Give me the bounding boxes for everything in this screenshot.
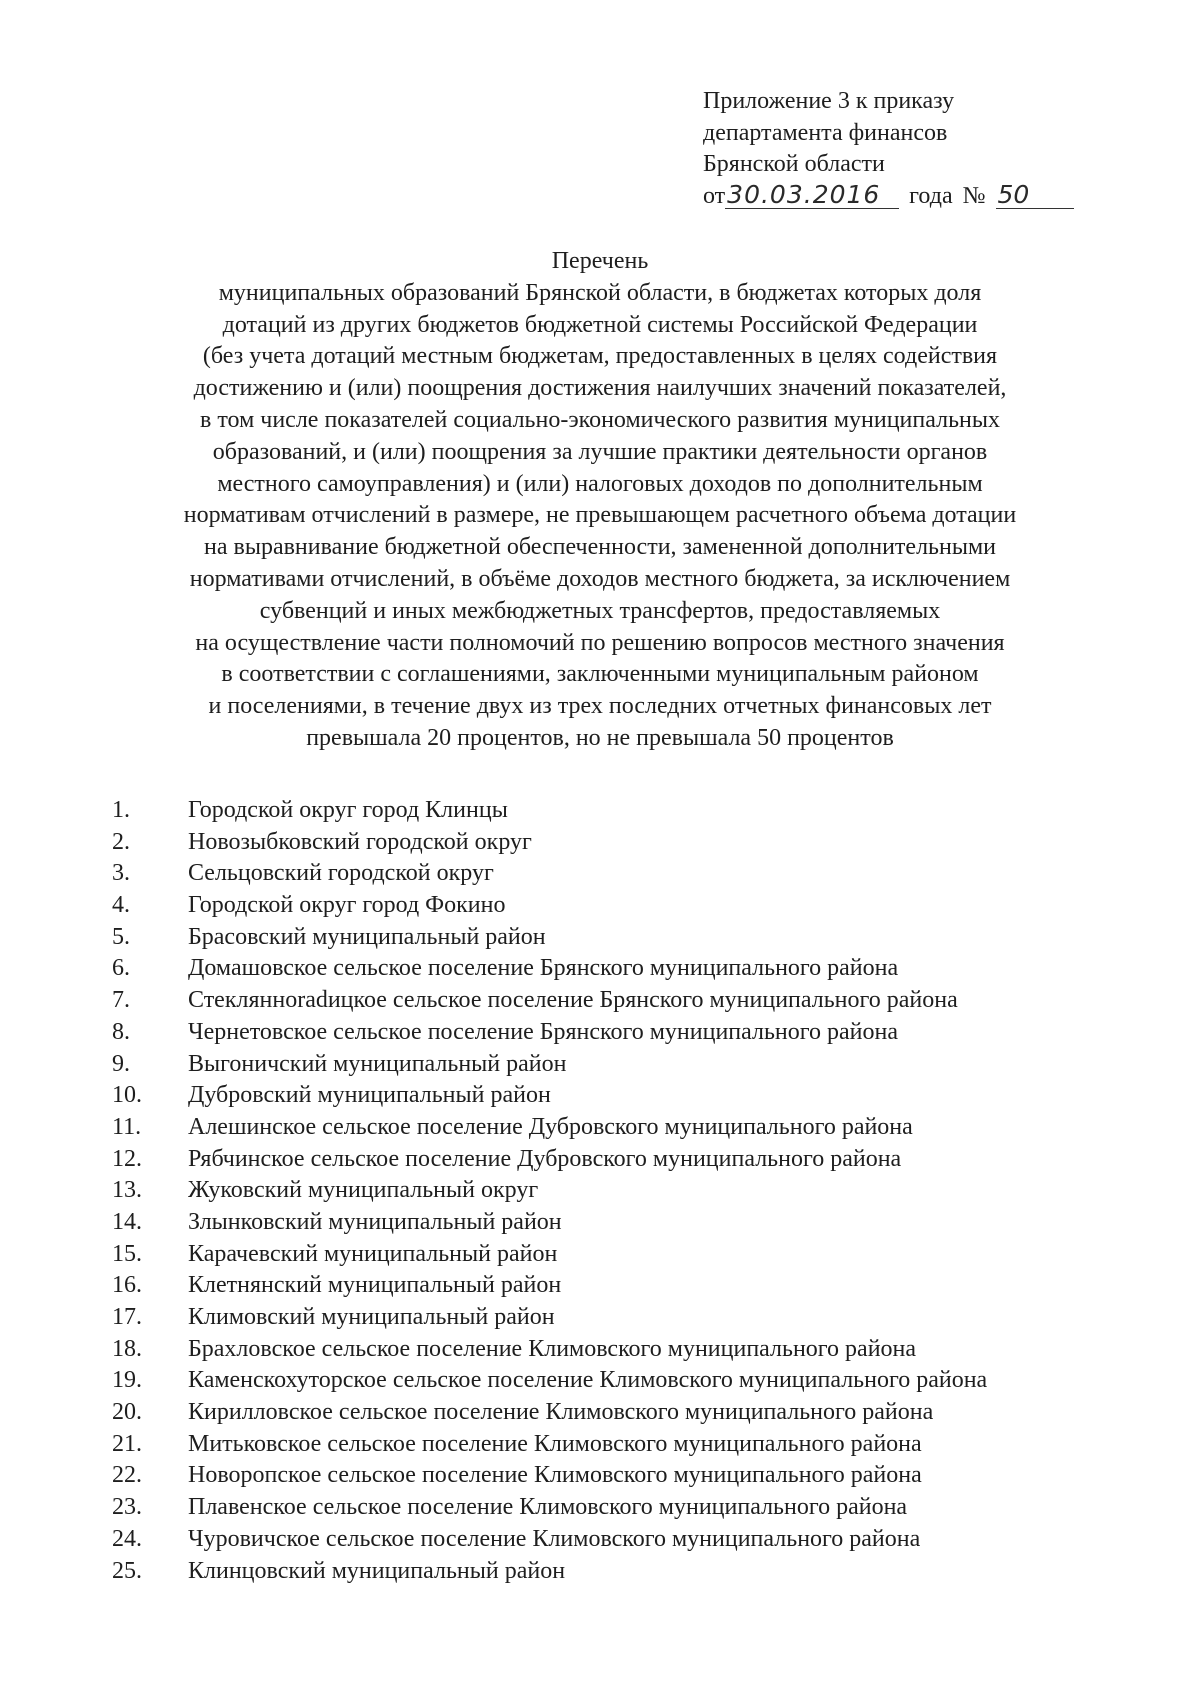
list-item-number: 16.	[112, 1272, 142, 1299]
title-line: превышала 20 процентов, но не превышала 50 процентов	[306, 724, 894, 751]
list-item-number: 2.	[112, 828, 130, 855]
list-item-number: 25.	[112, 1557, 142, 1584]
list-item-number: 11.	[112, 1113, 142, 1140]
list-item-text: Карачевский муниципальный район	[188, 1240, 558, 1267]
list-item	[112, 1177, 1172, 1209]
title-line: на осуществление части полномочий по решению вопросов местного значения	[195, 629, 1005, 656]
appendix-line-1: Приложение 3 к приказу	[703, 88, 955, 114]
list-item-text: Каменскохуторское сельское поселение Климовского муниципального района	[188, 1367, 988, 1394]
year-word: года	[909, 182, 953, 209]
title-line: муниципальных образований Брянской области, в бюджетах которых доля	[218, 279, 982, 306]
list-item	[112, 860, 1172, 892]
list-item	[112, 797, 1172, 829]
list-item-number: 17.	[112, 1304, 142, 1330]
list-item-text: Чуровичское сельское поселение Климовского муниципального района	[188, 1525, 921, 1552]
list-item-text: Кирилловское сельское поселение Климовского муниципального района	[188, 1399, 934, 1426]
title-line: образований, и (или) поощрения за лучшие практики деятельности органов	[212, 438, 988, 465]
list-item-number: 8.	[112, 1018, 130, 1045]
list-item	[112, 987, 1172, 1019]
title-line: нормативам отчислений в размере, не превышающем расчетного объема дотации	[183, 502, 1017, 529]
list-item-text: Выгоничский муниципальный район	[188, 1050, 567, 1077]
title-line: достижению и (или) поощрения достижения наилучших значений показателей,	[193, 375, 1007, 402]
title-line: и поселениями, в течение двух из трех последних отчетных финансовых лет	[208, 693, 992, 720]
title-line: субвенций и иных межбюджетных трансфертов, предоставляемых	[259, 597, 941, 624]
list-item-text: Сельцовский городской округ	[188, 860, 494, 887]
list-item	[112, 1051, 1172, 1083]
list-item	[112, 892, 1172, 924]
list-item-text: Домашовское сельское поселение Брянского муниципального района	[188, 955, 899, 982]
list-item-number: 4.	[112, 892, 130, 919]
list-item	[112, 1336, 1172, 1368]
document-title	[40, 246, 1160, 755]
list-item-text: Клетнянский муниципальный район	[188, 1272, 562, 1299]
number-label: №	[962, 182, 986, 209]
list-item-number: 13.	[112, 1177, 142, 1204]
list-item-text: Митьковское сельское поселение Климовского муниципального района	[188, 1430, 922, 1457]
list-item	[112, 1241, 1172, 1273]
list-item-number: 18.	[112, 1335, 142, 1362]
list-item-text: Брасовский муниципальный район	[188, 923, 546, 950]
title-line: дотаций из других бюджетов бюджетной системы Российской Федерации	[222, 311, 978, 338]
appendix-line-2: департамента финансов	[703, 119, 948, 146]
list-item-number: 9.	[112, 1050, 130, 1077]
list-item-text: Городской округ город Фокино	[188, 892, 506, 919]
list-item-text: Чернетовское сельское поселение Брянского муниципального района	[188, 1018, 898, 1045]
list-item	[112, 1399, 1172, 1431]
list-item-number: 14.	[112, 1208, 142, 1235]
municipality-list	[112, 797, 1172, 1589]
list-item-text: Новозыбковский городской округ	[188, 828, 532, 855]
list-item-text: Жуковский муниципальный округ	[188, 1177, 539, 1204]
list-item-number: 24.	[112, 1525, 142, 1552]
list-item	[112, 955, 1172, 987]
date-prefix: от	[703, 182, 726, 209]
list-item-text: Плавенское сельское поселение Климовского муниципального района	[188, 1494, 908, 1521]
appendix-header	[703, 86, 1074, 212]
list-item-text: Злынковский муниципальный район	[188, 1208, 562, 1235]
list-item-number: 3.	[112, 860, 130, 887]
title-line: местного самоуправления) и (или) налоговых доходов по дополнительным	[217, 470, 983, 497]
list-item	[112, 1526, 1172, 1558]
title-line: в том числе показателей социально-экономического развития муниципальных	[200, 406, 1000, 433]
list-item-text: Дубровский муниципальный район	[188, 1082, 551, 1109]
list-item-text: Брахловское сельское поселение Климовского муниципального района	[188, 1335, 917, 1362]
list-item-number: 5.	[112, 923, 130, 950]
list-item	[112, 1431, 1172, 1463]
handwritten-order-number: 50	[996, 182, 1074, 209]
title-heading: Перечень	[551, 248, 649, 274]
list-item-text: Алешинское сельское поселение Дубровского муниципального района	[188, 1113, 913, 1140]
list-item-number: 23.	[112, 1494, 142, 1521]
order-date-line	[703, 181, 1074, 213]
list-item	[112, 1272, 1172, 1304]
list-item-text: Климовский муниципальный район	[188, 1304, 555, 1330]
list-item-number: 21.	[112, 1430, 142, 1457]
list-item-number: 7.	[112, 987, 130, 1014]
title-line: на выравнивание бюджетной обеспеченности, замененной дополнительными	[203, 534, 996, 561]
list-item-number: 15.	[112, 1240, 142, 1267]
handwritten-date: 30.03.2016	[725, 182, 899, 209]
list-item	[112, 1082, 1172, 1114]
appendix-line-3: Брянской области	[703, 151, 885, 177]
title-line: (без учета дотаций местным бюджетам, предоставленных в целях содействия	[202, 343, 998, 370]
list-item-number: 1.	[112, 797, 130, 823]
title-line: в соответствии с соглашениями, заключенными муниципальным районом	[221, 661, 979, 688]
title-line: нормативами отчислений, в объёме доходов местного бюджета, за исключением	[189, 565, 1011, 592]
list-item	[112, 1558, 1172, 1590]
list-item-number: 20.	[112, 1399, 142, 1426]
list-item	[112, 924, 1172, 956]
list-item-number: 22.	[112, 1462, 142, 1489]
list-item-text: Клинцовский муниципальный район	[188, 1557, 566, 1584]
list-item-text: Новоропское сельское поселение Климовского муниципального района	[188, 1462, 922, 1489]
list-item	[112, 1494, 1172, 1526]
list-item-number: 10.	[112, 1082, 142, 1109]
list-item	[112, 1209, 1172, 1241]
list-item	[112, 1146, 1172, 1178]
list-item-text: Рябчинское сельское поселение Дубровского муниципального района	[188, 1145, 902, 1172]
list-item	[112, 1114, 1172, 1146]
list-item	[112, 829, 1172, 861]
list-item-number: 19.	[112, 1367, 142, 1394]
list-item	[112, 1304, 1172, 1336]
list-item	[112, 1462, 1172, 1494]
list-item-number: 6.	[112, 955, 130, 982]
list-item-number: 12.	[112, 1145, 142, 1172]
list-item	[112, 1019, 1172, 1051]
list-item-text: Стеклянноradицкое сельское поселение Брянского муниципального района	[188, 987, 958, 1014]
list-item	[112, 1367, 1172, 1399]
list-item-text: Городской округ город Клинцы	[188, 797, 508, 823]
